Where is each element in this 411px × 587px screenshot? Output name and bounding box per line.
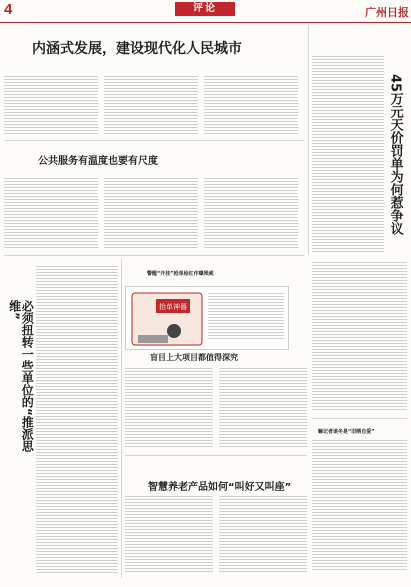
- car-shape: [138, 335, 168, 343]
- cartoon-title: 警醒“开挂”抢单检杠作曝殒威: [147, 271, 214, 277]
- small-right-body: [312, 440, 407, 574]
- column-divider: [308, 25, 309, 255]
- project-article-body: [125, 368, 307, 450]
- masthead: [0, 0, 411, 23]
- cartoon-illustration: [125, 286, 289, 350]
- service-headline: 公共服务有温度也要有尺度: [38, 156, 158, 167]
- elderly-article-body: [125, 496, 307, 576]
- fine-article-body-cont: [312, 262, 407, 412]
- vertical-headline-fine: 45万元天价罚单为何惹争议: [387, 74, 403, 236]
- main-headline: 内涵式发展，建设现代化人民城市: [32, 41, 242, 57]
- fine-article-body: [312, 56, 384, 256]
- newspaper-logo: 广州日报: [365, 6, 409, 19]
- service-article-body: [4, 178, 304, 250]
- figure-head: [167, 324, 181, 338]
- push-article-body: [36, 266, 118, 576]
- project-headline: 盲目上大项目都值得深究: [150, 353, 238, 362]
- section-divider: [312, 418, 407, 419]
- column-divider: [121, 258, 122, 578]
- section-label: 评论: [175, 2, 235, 16]
- section-divider: [4, 140, 304, 141]
- elderly-headline: 智慧养老产品如何“叫好又叫座”: [148, 482, 292, 493]
- main-article-body: [4, 76, 304, 136]
- vertical-headline-push: 必须扭转一些单位的“推派思维”: [7, 300, 35, 452]
- section-divider: [4, 255, 304, 256]
- page-number: 4: [4, 1, 13, 18]
- cartoon-sign: 抢单神器: [159, 303, 187, 311]
- cartoon-caption: [208, 293, 284, 345]
- section-divider: [125, 455, 307, 456]
- small-right-headline: 嘛记者谈冬是“旧晒自爱”: [318, 429, 375, 435]
